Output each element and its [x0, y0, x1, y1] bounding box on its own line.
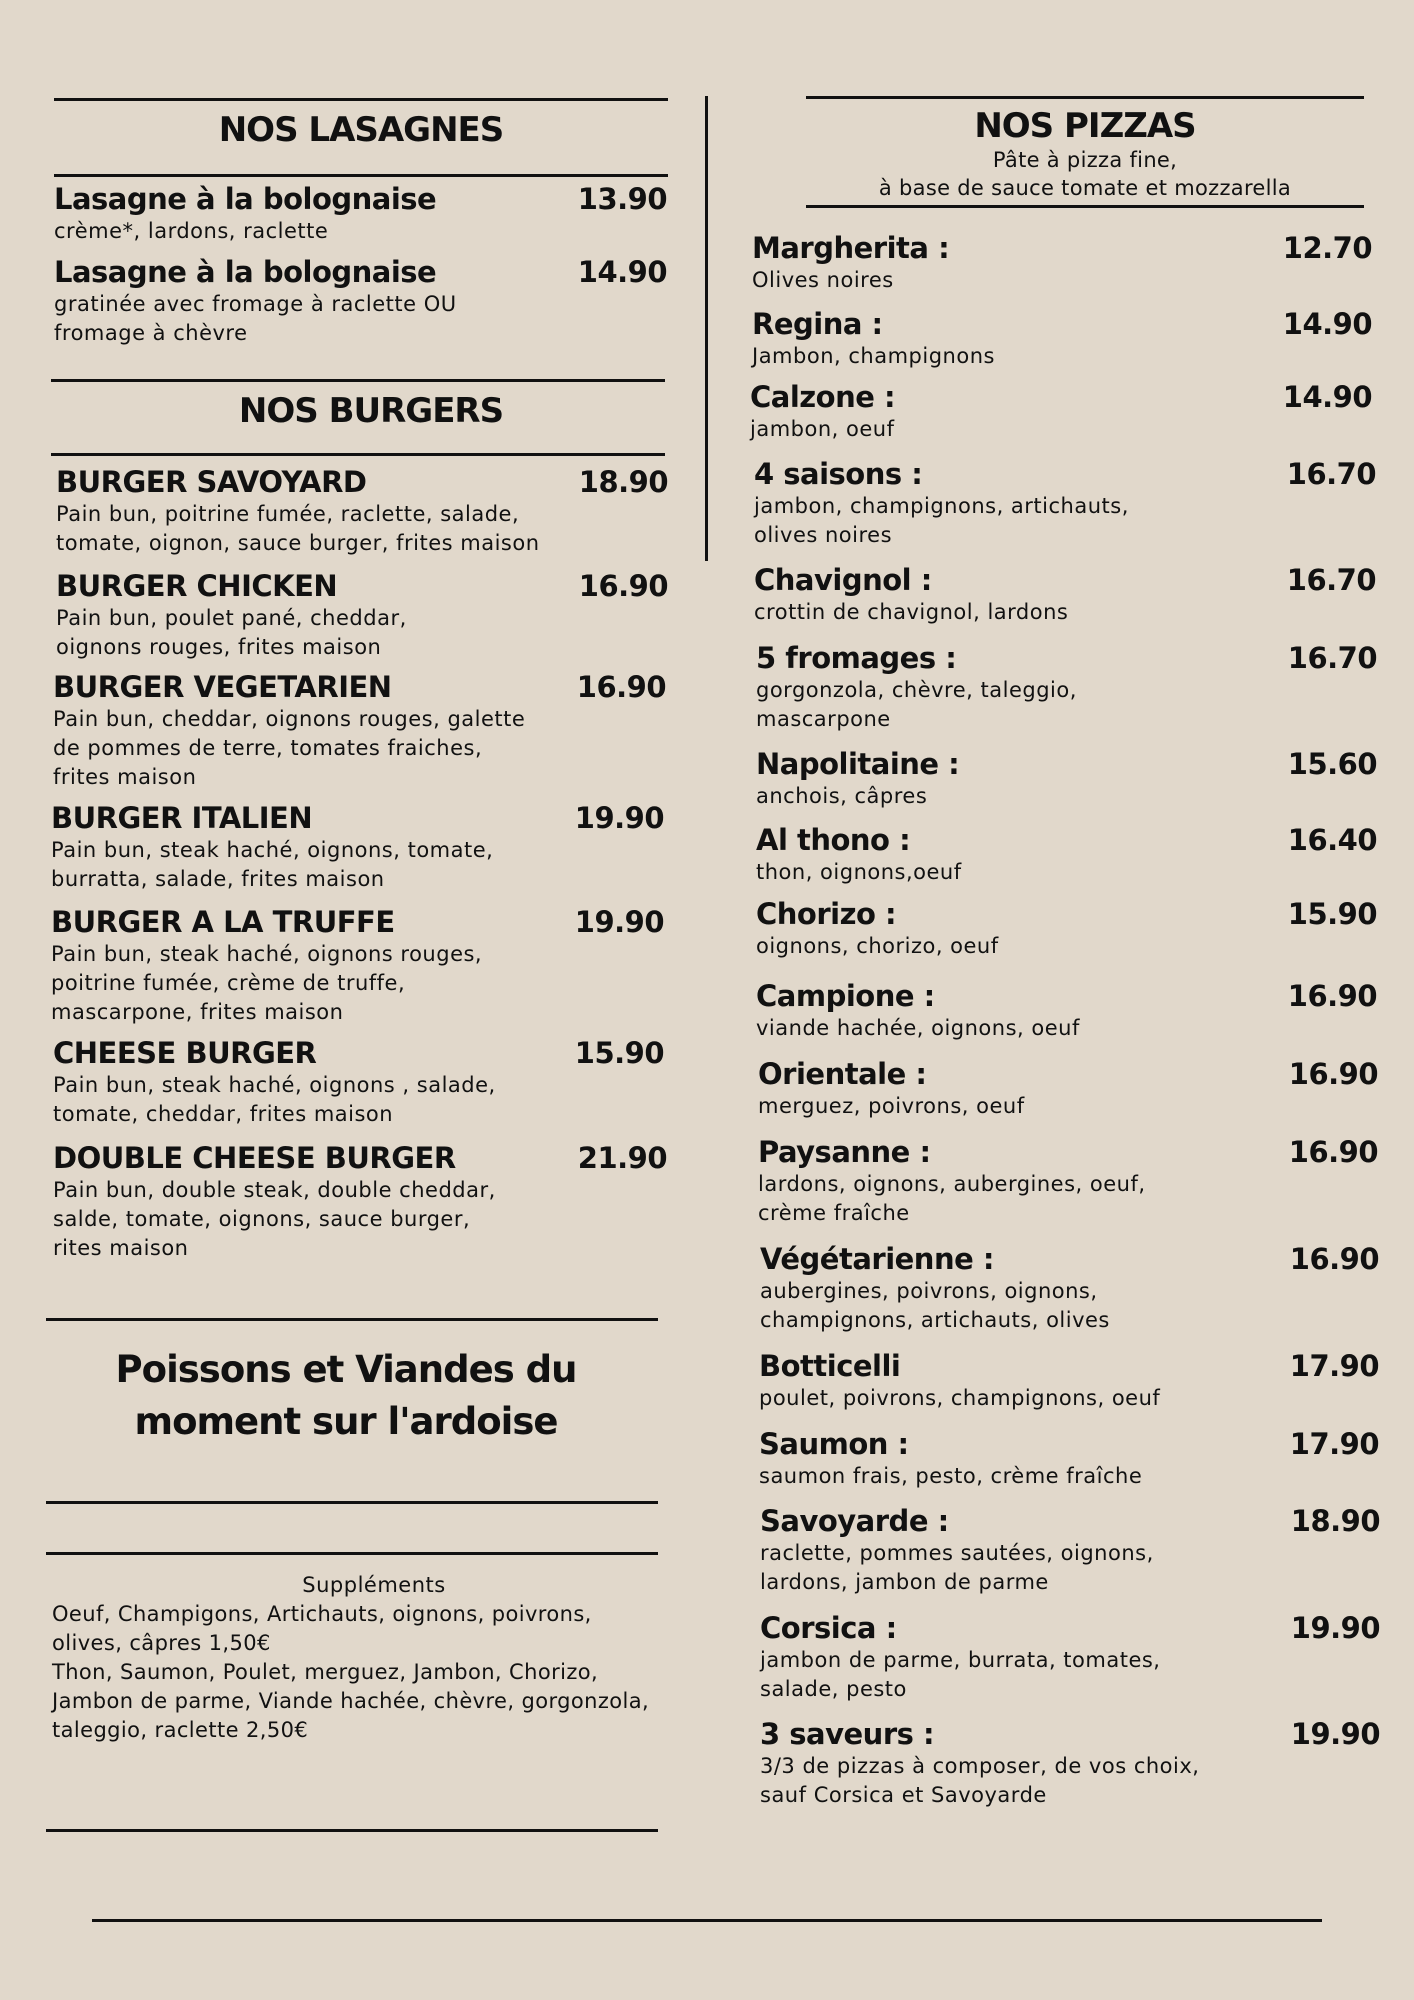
footer-divider	[92, 1919, 1322, 1922]
item-name: 3 saveurs :	[760, 1717, 935, 1751]
divider	[51, 379, 665, 382]
menu-item	[53, 669, 666, 792]
burgers-title: NOS BURGERS	[238, 391, 504, 431]
item-price: 16.70	[1287, 641, 1377, 675]
item-description: jambon, champignons, artichauts, olives noires	[754, 494, 1129, 547]
item-price: 15.90	[1287, 897, 1377, 931]
pizzas-subtitle	[806, 146, 1364, 202]
item-name: Regina :	[752, 307, 883, 341]
item-description: crème*, lardons, raclette	[54, 219, 329, 243]
item-name: DOUBLE CHEESE BURGER	[53, 1141, 456, 1175]
menu-item	[758, 1056, 1378, 1121]
divider	[54, 98, 668, 101]
item-price: 16.90	[578, 569, 668, 603]
item-name: Botticelli	[759, 1349, 901, 1383]
item-name: BURGER A LA TRUFFE	[51, 905, 395, 939]
item-name: Margherita :	[752, 231, 950, 265]
item-description: Pain bun, steak haché, oignons rouges, poitrine fumée, crème de truffe, mascarpone, frites maison	[51, 942, 483, 1024]
item-description: Pain bun, poitrine fumée, raclette, salade, tomate, oignon, sauce burger, frites maison	[56, 502, 540, 555]
menu-item	[752, 306, 1372, 371]
item-description: Pain bun, cheddar, oignons rouges, galette de pommes de terre, tomates fraiches, frites maison	[53, 707, 526, 789]
menu-item	[756, 640, 1377, 734]
supplements-list	[52, 1600, 702, 1745]
item-name: Napolitaine :	[756, 747, 960, 781]
item-price: 16.90	[1287, 979, 1377, 1013]
item-price: 15.60	[1287, 747, 1377, 781]
item-name: BURGER ITALIEN	[51, 801, 313, 835]
menu-item	[54, 254, 667, 348]
item-price: 16.90	[1288, 1057, 1378, 1091]
item-description: Pain bun, double steak, double cheddar, salde, tomate, oignons, sauce burger, rites maison	[53, 1178, 496, 1260]
divider	[46, 1829, 658, 1832]
menu-item	[754, 562, 1376, 627]
item-price: 13.90	[577, 182, 667, 216]
menu-item	[760, 1503, 1380, 1597]
item-description: anchois, câpres	[756, 784, 928, 808]
menu-item	[51, 800, 664, 894]
item-name: 5 fromages :	[756, 641, 957, 675]
item-description: gratinée avec fromage à raclette OU fromage à chèvre	[54, 292, 457, 345]
item-description: Pain bun, steak haché, oignons , salade, tomate, cheddar, frites maison	[53, 1073, 496, 1126]
item-price: 16.70	[1286, 457, 1376, 491]
item-name: Corsica :	[760, 1611, 897, 1645]
divider	[806, 96, 1364, 99]
item-description: jambon, oeuf	[750, 417, 895, 441]
supplements-line: Thon, Saumon, Poulet, merguez, Jambon, Chorizo,	[52, 1660, 599, 1684]
item-name: Orientale :	[758, 1057, 927, 1091]
item-name: Lasagne à la bolognaise	[54, 255, 437, 289]
item-name: Chorizo :	[756, 897, 897, 931]
item-description: viande hachée, oignons, oeuf	[756, 1016, 1080, 1040]
item-name: 4 saisons :	[754, 457, 923, 491]
column-divider	[705, 96, 708, 561]
item-price: 18.90	[1290, 1504, 1380, 1538]
item-price: 19.90	[574, 801, 664, 835]
item-price: 19.90	[1290, 1717, 1380, 1751]
item-description: oignons, chorizo, oeuf	[756, 934, 999, 958]
item-name: Paysanne :	[758, 1135, 931, 1169]
item-price: 15.90	[574, 1036, 664, 1070]
item-description: crottin de chavignol, lardons	[754, 600, 1069, 624]
menu-item	[53, 1140, 667, 1263]
item-name: Al thono :	[756, 823, 911, 857]
item-description: poulet, poivrons, champignons, oeuf	[759, 1386, 1161, 1410]
menu-item	[756, 746, 1377, 811]
pizzas-subtitle-line: à base de sauce tomate et mozzarella	[878, 176, 1292, 200]
item-price: 17.90	[1289, 1349, 1379, 1383]
item-description: thon, oignons,oeuf	[756, 860, 962, 884]
item-price: 16.90	[576, 670, 666, 704]
item-name: BURGER SAVOYARD	[56, 465, 367, 499]
menu-item	[760, 1241, 1379, 1335]
menu-item	[54, 181, 667, 246]
menu-item	[756, 822, 1377, 887]
item-description: lardons, oignons, aubergines, oeuf, crème fraîche	[758, 1172, 1146, 1225]
menu-item	[56, 464, 668, 558]
item-description: merguez, poivrons, oeuf	[758, 1094, 1025, 1118]
item-name: Lasagne à la bolognaise	[54, 182, 437, 216]
ardoise-line: Poissons et Viandes du	[115, 1348, 577, 1391]
supplements-line: Oeuf, Champigons, Artichauts, oignons, poivrons,	[52, 1602, 592, 1626]
item-name: CHEESE BURGER	[53, 1036, 317, 1070]
supplements-line: olives, câpres 1,50€	[52, 1631, 271, 1655]
item-price: 14.90	[1282, 307, 1372, 341]
item-price: 16.90	[1288, 1135, 1378, 1169]
menu-item	[758, 1134, 1378, 1228]
item-description: Pain bun, poulet pané, cheddar, oignons rouges, frites maison	[56, 606, 407, 659]
item-price: 21.90	[577, 1141, 667, 1175]
menu-item	[756, 978, 1377, 1043]
item-price: 14.90	[1282, 380, 1372, 414]
item-name: BURGER VEGETARIEN	[53, 670, 392, 704]
menu-item	[56, 568, 668, 662]
item-description: Jambon, champignons	[752, 344, 995, 368]
menu-item	[759, 1348, 1379, 1413]
item-name: Végétarienne :	[760, 1242, 994, 1276]
menu-item	[756, 896, 1377, 961]
item-description: saumon frais, pesto, crème fraîche	[759, 1464, 1143, 1488]
item-description: Pain bun, steak haché, oignons, tomate, burratta, salade, frites maison	[51, 838, 494, 891]
divider	[54, 174, 668, 177]
item-name: Chavignol :	[754, 563, 932, 597]
item-description: aubergines, poivrons, oignons, champignons, artichauts, olives	[760, 1279, 1110, 1332]
divider	[46, 1501, 658, 1504]
menu-item	[51, 904, 664, 1027]
item-price: 12.70	[1282, 231, 1372, 265]
item-price: 16.70	[1286, 563, 1376, 597]
item-description: jambon de parme, burrata, tomates, salade, pesto	[760, 1648, 1161, 1701]
supplements-line: Jambon de parme, Viande hachée, chèvre, gorgonzola,	[52, 1689, 650, 1713]
supplements-line: taleggio, raclette 2,50€	[52, 1718, 309, 1742]
divider	[806, 205, 1364, 208]
divider	[46, 1552, 658, 1555]
ardoise-line: moment sur l'ardoise	[134, 1400, 558, 1443]
pizzas-subtitle-line: Pâte à pizza fine,	[992, 148, 1178, 172]
item-price: 16.40	[1287, 823, 1377, 857]
item-price: 16.90	[1289, 1242, 1379, 1276]
menu-item	[760, 1716, 1380, 1810]
pizzas-title: NOS PIZZAS	[974, 106, 1196, 146]
item-name: Campione :	[756, 979, 935, 1013]
ardoise-notice	[46, 1344, 646, 1448]
menu-item	[752, 230, 1372, 295]
item-description: Olives noires	[752, 268, 894, 292]
menu-item	[760, 1610, 1380, 1704]
divider	[46, 1318, 658, 1321]
item-price: 18.90	[578, 465, 668, 499]
item-price: 17.90	[1289, 1427, 1379, 1461]
item-description: gorgonzola, chèvre, taleggio, mascarpone	[756, 678, 1077, 731]
item-price: 19.90	[574, 905, 664, 939]
item-description: 3/3 de pizzas à composer, de vos choix, sauf Corsica et Savoyarde	[760, 1754, 1200, 1807]
item-description: raclette, pommes sautées, oignons, lardons, jambon de parme	[760, 1541, 1154, 1594]
divider	[51, 453, 665, 456]
supplements-title: Suppléments	[302, 1573, 446, 1597]
menu-item	[759, 1426, 1379, 1491]
item-price: 14.90	[577, 255, 667, 289]
item-name: Saumon :	[759, 1427, 909, 1461]
item-price: 19.90	[1290, 1611, 1380, 1645]
lasagnes-title: NOS LASAGNES	[218, 110, 504, 150]
menu-item	[53, 1035, 664, 1129]
item-name: Calzone :	[750, 380, 896, 414]
menu-item	[750, 379, 1372, 444]
item-name: BURGER CHICKEN	[56, 569, 338, 603]
item-name: Savoyarde :	[760, 1504, 949, 1538]
menu-item	[754, 456, 1376, 550]
